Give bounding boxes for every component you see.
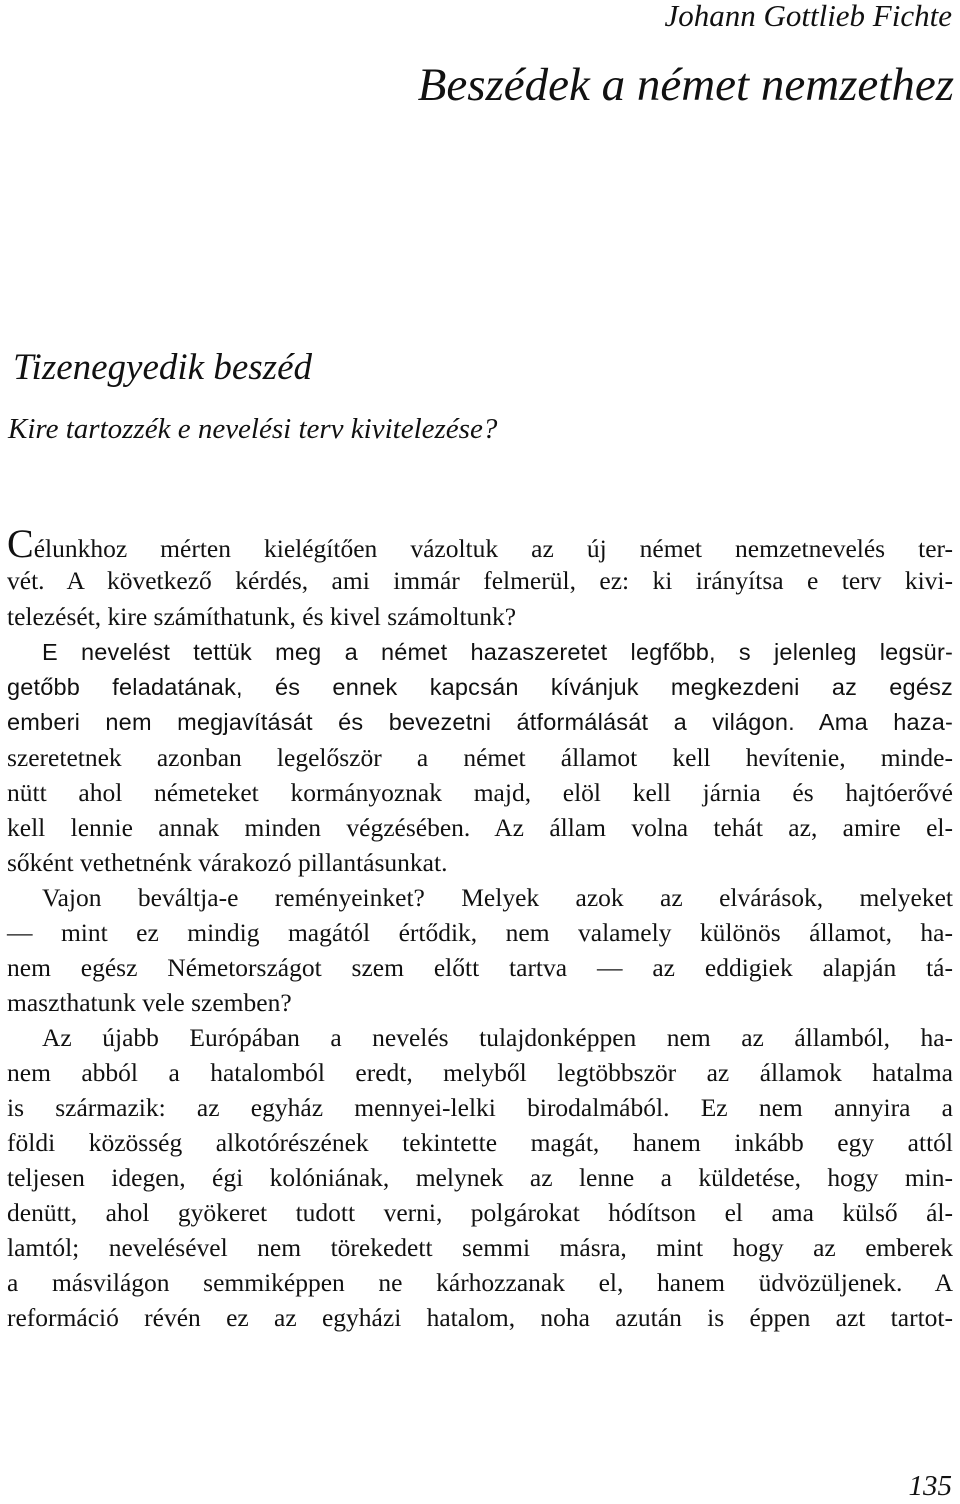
running-header-author: Johann Gottlieb Fichte — [664, 0, 952, 33]
text-line: getőbb feladatának, és ennek kapcsán kívánjuk megkezdeni az egész — [7, 674, 953, 700]
text-line: — mint ez mindig magától értődik, nem valamely különös államot, ha- — [7, 918, 953, 947]
text-line: denütt, ahol gyökeret tudott verni, polgárokat hódítson el ama külső ál- — [7, 1198, 953, 1227]
text-line: sőként vethetnénk várakozó pillantásunkat. — [7, 848, 448, 877]
text-line: nem egész Németországot szem előtt tartva — az eddigiek alapján tá- — [7, 953, 953, 982]
text-line: maszthatunk vele szemben? — [7, 988, 292, 1017]
text-line: nütt ahol németeket kormányoznak majd, elöl kell járnia és hajtóerővé — [7, 778, 953, 807]
text-line: reformáció révén ez az egyházi hatalom, noha azután is éppen azt tartot- — [7, 1303, 953, 1332]
text-line: szeretetnek azonban legelőször a német államot kell hevítenie, minde- — [7, 743, 953, 772]
book-title: Beszédek a német nemzethez — [417, 59, 954, 111]
text-line: telezését, kire számíthatunk, és kivel számoltunk? — [7, 602, 517, 631]
text-line — [7, 521, 953, 566]
text-line: Vajon beváltja-e reményeinket? Melyek azok az elvárások, melyeket — [42, 883, 953, 912]
chapter-title: Tizenegyedik beszéd — [13, 347, 312, 388]
drop-cap: C — [7, 521, 34, 566]
page-number: 135 — [908, 1470, 952, 1502]
text-line: teljesen idegen, égi kolóniának, melynek az lenne a küldetése, hogy min- — [7, 1163, 953, 1192]
text-line: nem abból a hatalomból eredt, melyből legtöbbször az államok hatalma — [7, 1058, 953, 1087]
chapter-subtitle: Kire tartozzék e nevelési terv kivitelezése? — [8, 413, 498, 445]
text-line: a másvilágon semmiképpen ne kárhozzanak el, hanem üdvözüljenek. A — [7, 1268, 953, 1297]
text-line: is származik: az egyház mennyei-lelki birodalmából. Ez nem annyira a — [7, 1093, 953, 1122]
text-line: lamtól; nevelésével nem törekedett semmi másra, mint hogy az emberek — [7, 1233, 953, 1262]
text-line: emberi nem megjavítását és bevezetni átformálását a világon. Ama haza- — [7, 709, 953, 735]
text-line: Az újabb Európában a nevelés tulajdonképpen nem az államból, ha- — [42, 1023, 953, 1052]
text-line: kell lennie annak minden végzésében. Az állam volna tehát az, amire el- — [7, 813, 953, 842]
text-line: vét. A következő kérdés, ami immár felmerül, ez: ki irányítsa e terv kivi- — [7, 566, 953, 595]
text-line: E nevelést tettük meg a német hazaszeretet legfőbb, s jelenleg legsür- — [42, 639, 953, 665]
text-line-content: élunkhoz mérten kielégítően vázoltuk az új német nemzetnevelés ter- — [33, 534, 953, 563]
text-line: földi közösség alkotórészének tekintette magát, hanem inkább egy attól — [7, 1128, 953, 1157]
